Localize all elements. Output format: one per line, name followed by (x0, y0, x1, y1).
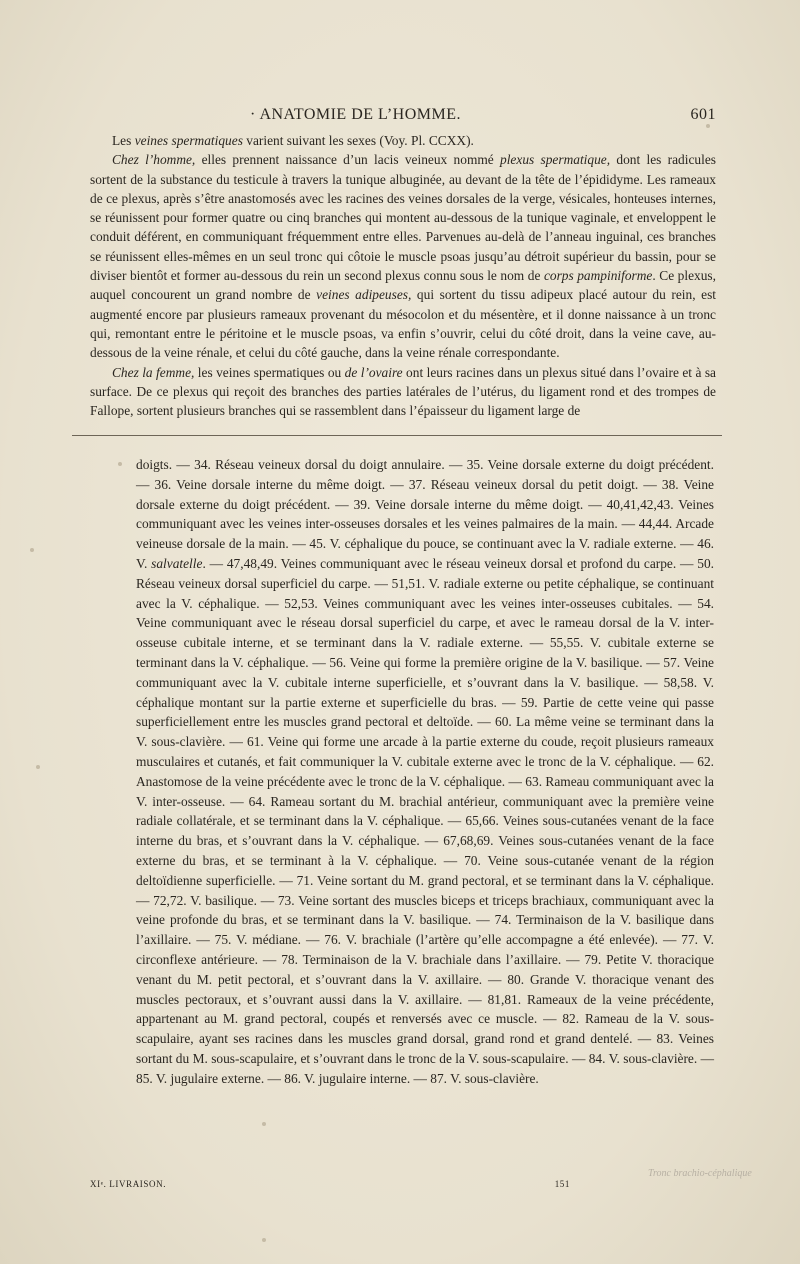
pencil-annotation: Tronc brachio-céphalique (648, 1168, 752, 1179)
page-number: 601 (690, 106, 716, 123)
foxing-spot (262, 1238, 266, 1242)
running-header (90, 106, 716, 128)
figure-legend (136, 455, 714, 1089)
foxing-spot (706, 124, 710, 128)
foxing-spot (118, 462, 122, 466)
foxing-spot (262, 1122, 266, 1126)
main-text (90, 131, 716, 420)
separator-rule (72, 435, 722, 436)
foxing-spot (30, 548, 34, 552)
legend-paragraph: doigts. — 34. Réseau veineux dorsal du doigt annulaire. — 35. Veine dorsale externe du doigt précédent. — 36. Veine dorsale interne du même doigt. — 37. Réseau veineux dorsal du petit doigt. — 38. Veine dorsale externe du doigt précédent. — 39. Veine dorsale interne du même doigt. — 40,41,42,43. Veines communiquant avec les veines inter-osseuses dorsales et les veines palmaires de la main. — 44,44. Arcade veineuse dorsale de la main. — 45. V. céphalique du pouce, se continuant avec la V. radiale externe. — 46. V. salvatelle. — 47,48,49. Veines communiquant avec le réseau veineux dorsal et profond du carpe. — 50. Réseau veineux dorsal superficiel du carpe. — 51,51. V. radiale externe ou petite céphalique, se continuant avec la V. céphalique. — 52,53. Veines communiquant avec les veines inter-osseuses cubitales. — 54. Veine communiquant avec le réseau dorsal superficiel du carpe, et avec le rameau dorsal de la V. inter-osseuse cubitale interne, et se terminant dans la V. radiale externe. — 55,55. V. cubitale externe se terminant dans la V. céphalique. — 56. Veine qui forme la première origine de la V. basilique. — 57. Veine communiquant avec la V. cubitale interne superficielle, et s’ouvrant dans la V. basilique. — 58,58. V. céphalique montant sur la partie externe et superficielle du bras. — 59. Partie de cette veine qui passe superficiellement entre les muscles grand pectoral et deltoïde. — 60. La même veine se terminant dans la V. sous-clavière. — 61. Veine qui forme une arcade à la partie externe du coude, reçoit plusieurs rameaux musculaires et cutanés, et fait communiquer la V. cubitale externe avec le tronc de la V. céphalique. — 62. Anastomose de la veine précédente avec le tronc de la V. céphalique. — 63. Rameau communiquant avec la V. inter-osseuse. — 64. Rameau sortant du M. brachial antérieur, communiquant avec la première veine radiale collatérale, et se terminant dans la V. céphalique. — 65,66. Veines sous-cutanées venant de la face interne du bras, et s’ouvrant dans la V. céphalique. — 67,68,69. Veines sous-cutanées venant de la face externe du bras, et se terminant à la V. céphalique. — 70. Veine sous-cutanée venant de la région deltoïdienne superficielle. — 71. Veine sortant du M. grand pectoral, et se terminant dans la V. céphalique. — 72,72. V. basilique. — 73. Veine sortant des muscles biceps et triceps brachiaux, communiquant avec la veine profonde du bras, et se terminant dans la V. basilique. — 74. Terminaison de la V. basilique dans l’axillaire. — 75. V. médiane. — 76. V. brachiale (l’artère qu’elle accompagne a été enlevée). — 77. V. circonflexe antérieure. — 78. Terminaison de la V. brachiale dans l’axillaire. — 79. Petite V. thoracique venant du M. petit pectoral, et s’ouvrant dans la V. axillaire. — 80. Grande V. thoracique venant des muscles pectoraux, et s’ouvrant aussi dans la V. axillaire. — 81,81. Rameaux de la veine précédente, appartenant au M. grand pectoral, coupés et renversés avec ce muscle. — 82. Rameau de la V. sous-scapulaire, ayant ses racines dans les muscles grand dorsal, grand rond et grand dentelé. — 83. Veines sortant du M. sous-scapulaire, et s’ouvrant dans le tronc de la V. sous-scapulaire. — 84. V. sous-clavière. — 85. V. jugulaire externe. — 86. V. jugulaire interne. — 87. V. sous-clavière. (136, 457, 714, 1086)
foxing-spot (36, 765, 40, 769)
livraison-mark: XIᵉ. LIVRAISON. (90, 1179, 167, 1189)
footer (90, 1179, 570, 1193)
paragraph-veines-spermatiques: Les veines spermatiques varient suivant les sexes (Voy. Pl. CCXX). (112, 133, 474, 148)
signature-number: 151 (554, 1179, 570, 1189)
paragraph-chez-femme: Chez la femme, les veines spermatiques ou de l’ovaire ont leurs racines dans un plexus situé dans l’ovaire et à sa surface. De ce plexus qui reçoit des branches des parties latérales de l’utérus, du ligament rond et des trompes de Fallope, sortent plusieurs branches qui se rassemblent dans l’épaisseur du ligament large de (90, 364, 716, 419)
running-title: · ANATOMIE DE L’HOMME. (250, 106, 461, 123)
paragraph-chez-homme: Chez l’homme, elles prennent naissance d’un lacis veineux nommé plexus spermatique, dont les radicules sortent de la substance du testicule à travers la tunique albuginée, au devant de la tête de l’épididyme. Les rameaux de ce plexus, après s’être anastomosés avec les racines des veines dorsales de la verge, vésicales, honteuses internes, se réunissent pour former quatre ou cinq branches qui montent au-dessous de la tunique vaginale, et enveloppent le conduit déférent, en communiquant fréquemment entre elles. Parvenues au-delà de l’anneau inguinal, ces branches se réunissent elles-mêmes en un seul tronc qui côtoie le muscle psoas jusqu’au détroit supérieur du bassin, pour se diviser bientôt et former au-dessous du rein un second plexus connu sous le nom de corps pampiniforme. Ce plexus, auquel concourent un grand nombre de veines adipeuses, qui sortent du tissu adipeux placé autour du rein, est augmenté encore par plusieurs rameaux provenant du mésocolon et du mésentère, et il donne naissance à un tronc qui, remontant entre le péritoine et le muscle psoas, va enfin s’ouvrir, celui du côté droit, dans la veine cave, au-dessous de la veine rénale, et celui du côté gauche, dans la veine rénale correspondante. (90, 152, 716, 361)
